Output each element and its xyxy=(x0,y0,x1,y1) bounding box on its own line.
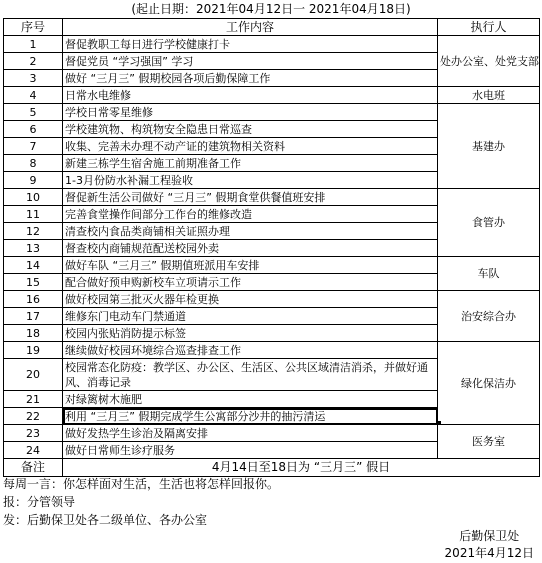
row-number[interactable]: 4 xyxy=(4,87,63,104)
row-number[interactable]: 24 xyxy=(4,442,63,459)
signature-date: 2021年4月12日 xyxy=(444,546,534,560)
table-row xyxy=(4,291,540,308)
weekly-work-table xyxy=(3,18,540,477)
row-number[interactable]: 17 xyxy=(4,308,63,325)
row-number[interactable]: 16 xyxy=(4,291,63,308)
row-number[interactable]: 13 xyxy=(4,240,63,257)
owner-cell[interactable]: 食管办 xyxy=(438,189,540,257)
row-number[interactable]: 19 xyxy=(4,342,63,359)
task-cell[interactable]: 校园内张贴消防提示标签 xyxy=(63,325,438,342)
selected-task-cell[interactable]: 利用 “三月三” 假期完成学生公寓部分沙井的抽污清运 xyxy=(63,408,438,425)
task-cell[interactable]: 日常水电维修 xyxy=(63,87,438,104)
row-number[interactable]: 22 xyxy=(4,408,63,425)
task-cell[interactable]: 督促教职工每日进行学校健康打卡 xyxy=(63,36,438,53)
weekly-quote: 每周一言：你怎样面对生活，生活也将怎样回报你。 xyxy=(3,477,280,491)
row-number[interactable]: 11 xyxy=(4,206,63,223)
row-number[interactable]: 1 xyxy=(4,36,63,53)
task-cell[interactable]: 做好日常师生诊疗服务 xyxy=(63,442,438,459)
row-number[interactable]: 8 xyxy=(4,155,63,172)
task-cell[interactable]: 做好 “三月三” 假期校园各项后勤保障工作 xyxy=(63,70,438,87)
date-range-title: (起止日期：2021年04月12日一 2021年04月18日) xyxy=(131,2,411,16)
task-cell[interactable]: 校园常态化防疫：教学区、办公区、生活区、公共区域清洁消杀，并做好通风、消毒记录 xyxy=(63,359,438,391)
row-number[interactable]: 3 xyxy=(4,70,63,87)
task-cell[interactable]: 做好发热学生诊治及隔离安排 xyxy=(63,425,438,442)
row-number[interactable]: 12 xyxy=(4,223,63,240)
row-number[interactable]: 6 xyxy=(4,121,63,138)
task-cell[interactable]: 继续做好校园环境综合巡查排查工作 xyxy=(63,342,438,359)
task-cell[interactable]: 督促新生活公司做好 “三月三” 假期食堂供餐值班安排 xyxy=(63,189,438,206)
row-number[interactable]: 9 xyxy=(4,172,63,189)
owner-cell[interactable]: 医务室 xyxy=(438,425,540,459)
row-number[interactable]: 15 xyxy=(4,274,63,291)
task-cell[interactable]: 新建三栋学生宿舍施工前期准备工作 xyxy=(63,155,438,172)
signature-block xyxy=(445,528,534,562)
task-cell[interactable]: 学校日常零星维修 xyxy=(63,104,438,121)
owner-cell[interactable]: 绿化保洁办 xyxy=(438,342,540,425)
table-row xyxy=(4,36,540,53)
table-row xyxy=(4,342,540,359)
task-cell[interactable]: 做好校园第三批灭火器年检更换 xyxy=(63,291,438,308)
table-row xyxy=(4,189,540,206)
row-number[interactable]: 23 xyxy=(4,425,63,442)
table-row xyxy=(4,87,540,104)
owner-cell[interactable]: 治安综合办 xyxy=(438,291,540,342)
row-number[interactable]: 2 xyxy=(4,53,63,70)
owner-cell[interactable]: 车队 xyxy=(438,257,540,291)
fill-handle[interactable] xyxy=(437,421,441,425)
owner-cell[interactable]: 处办公室、处党支部 xyxy=(438,36,540,87)
owner-cell[interactable]: 水电班 xyxy=(438,87,540,104)
task-cell[interactable]: 完善食堂操作间部分工作台的维修改造 xyxy=(63,206,438,223)
row-number[interactable]: 7 xyxy=(4,138,63,155)
task-cell[interactable]: 对绿篱树木施肥 xyxy=(63,391,438,408)
column-header-task[interactable]: 工作内容 xyxy=(63,19,438,36)
report-to: 报：分管领导 xyxy=(3,495,76,509)
row-number[interactable]: 21 xyxy=(4,391,63,408)
column-header-owner[interactable]: 执行人 xyxy=(438,19,540,36)
task-cell[interactable]: 配合做好预申购新校车立项请示工作 xyxy=(63,274,438,291)
column-header-no[interactable]: 序号 xyxy=(4,19,63,36)
table-row xyxy=(4,257,540,274)
task-cell[interactable]: 学校建筑物、构筑物安全隐患日常巡查 xyxy=(63,121,438,138)
task-cell[interactable]: 1-3月份防水补漏工程验收 xyxy=(63,172,438,189)
table-row xyxy=(4,425,540,442)
row-number[interactable]: 18 xyxy=(4,325,63,342)
signature-org: 后勤保卫处 xyxy=(459,529,520,543)
remark-text[interactable]: 4月14日至18日为 “三月三” 假日 xyxy=(63,459,540,477)
task-cell[interactable]: 维修东门电动车门禁通道 xyxy=(63,308,438,325)
task-cell[interactable]: 清查校内食品类商铺相关证照办理 xyxy=(63,223,438,240)
task-cell[interactable]: 督查校内商铺规范配送校园外卖 xyxy=(63,240,438,257)
owner-cell[interactable]: 基建办 xyxy=(438,104,540,189)
task-cell[interactable]: 做好车队 “三月三” 假期值班派用车安排 xyxy=(63,257,438,274)
remark-row xyxy=(4,459,540,477)
notes-block xyxy=(3,475,539,529)
row-number[interactable]: 14 xyxy=(4,257,63,274)
table-row xyxy=(4,104,540,121)
task-cell[interactable]: 督促党员 “学习强国” 学习 xyxy=(63,53,438,70)
row-number[interactable]: 5 xyxy=(4,104,63,121)
task-cell[interactable]: 收集、完善未办理不动产证的建筑物相关资料 xyxy=(63,138,438,155)
row-number[interactable]: 10 xyxy=(4,189,63,206)
remark-label[interactable]: 备注 xyxy=(4,459,63,477)
row-number[interactable]: 20 xyxy=(4,359,63,391)
send-to: 发：后勤保卫处各二级单位、各办公室 xyxy=(3,513,208,527)
table-header-row xyxy=(4,19,540,36)
